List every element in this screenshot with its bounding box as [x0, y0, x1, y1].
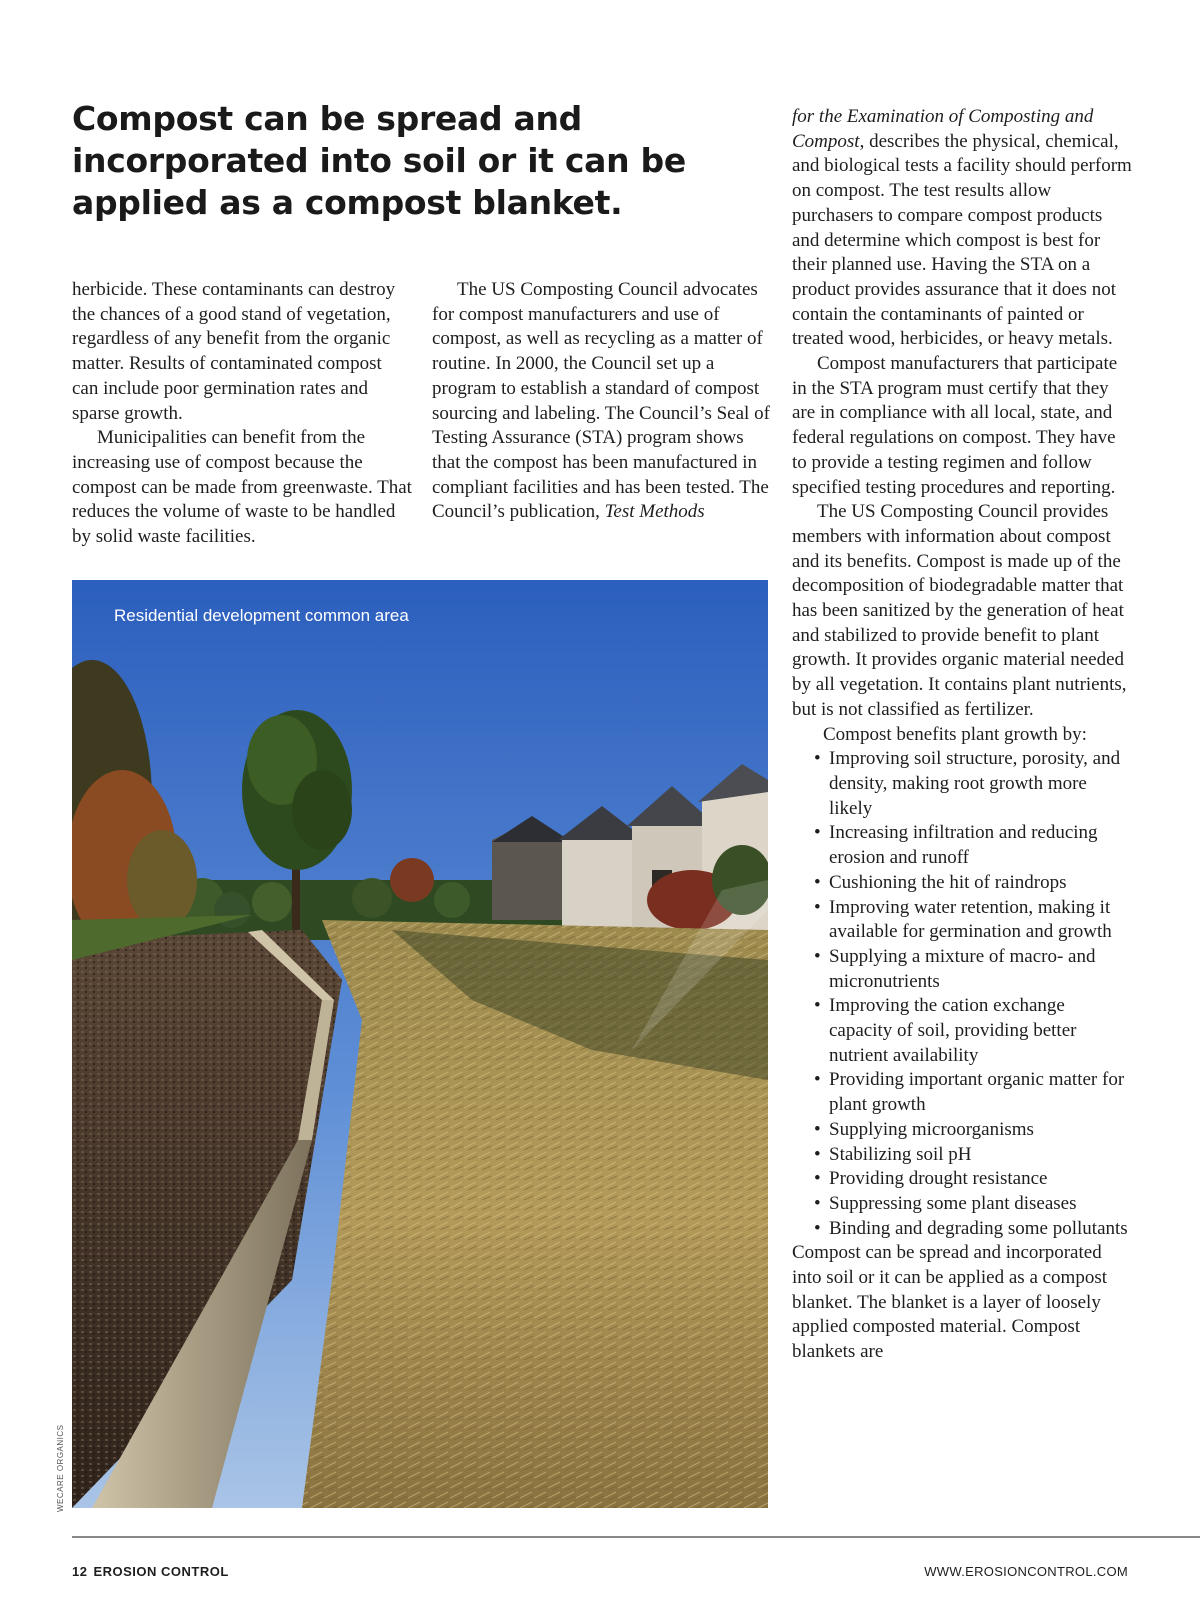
paragraph-text: The US Composting Council advocates for compost manufacturers and use of compost, as well as recycling as a matter of routine. In 2000, the Council set up a program to establish a standard of compost sourcing and labeling. The Council’s Seal of Testing Assurance (STA) program shows that the compost has been manufactured in compliant facilities and has been tested. The Council’s publication,	[432, 279, 770, 523]
list-item: • Providing drought resistance	[814, 1167, 1132, 1192]
publication-title-italic: Test Methods	[604, 501, 705, 523]
footer-folio	[72, 1564, 229, 1579]
list-item: • Improving water retention, making it available for germination and growth	[814, 896, 1132, 945]
paragraph: herbicide. These contaminants can destroy the chances of a good stand of vegetation, regardless of any benefit from the organic matter. Results of contaminated compost can include poor germination rates and sparse growth.	[72, 279, 396, 424]
list-item: • Cushioning the hit of raindrops	[814, 871, 1132, 896]
paragraph: The US Composting Council provides members with information about compost and its benefits. Compost is made up of the decomposition of biodegradable matter that has been sanitized by the generation of heat and stabilized to provide benefit to plant growth. It provides organic material needed by all vegetation. It contains plant nutrients, but is not classified as fertilizer.	[792, 501, 1127, 720]
magazine-name: EROSION CONTROL	[93, 1564, 229, 1579]
publication-title-italic: for the Examination of Composting and Compost	[792, 106, 1094, 152]
pull-quote: Compost can be spread and incorporated into soil or it can be applied as a compost blanket.	[72, 99, 686, 222]
footer-divider	[72, 1536, 1200, 1538]
paragraph: Municipalities can benefit from the increasing use of compost because the compost can be made from greenwaste. That reduces the volume of waste to be handled by solid waste facilities.	[72, 427, 412, 548]
list-item: • Supplying a mixture of macro- and micronutrients	[814, 945, 1132, 994]
text-column-3	[792, 105, 1132, 1365]
list-item: • Stabilizing soil pH	[814, 1143, 1132, 1168]
page-number: 12	[72, 1564, 88, 1579]
paragraph	[792, 105, 1132, 352]
text-column-2	[432, 278, 772, 525]
paragraph	[432, 278, 772, 525]
list-item: • Binding and degrading some pollutants	[814, 1217, 1132, 1242]
footer-url[interactable]: WWW.EROSIONCONTROL.COM	[924, 1564, 1128, 1579]
paragraph-text: , describes the physical, chemical, and biological tests a facility should perform on compost. The test results allow purchasers to compare compost products and determine which compost is best for their planned use. Having the STA on a product provides assurance that it does not contain the contaminants of painted or treated wood, herbicides, or heavy metals.	[792, 130, 1132, 350]
paragraph: Compost can be spread and incorporated into soil or it can be applied as a compost blanket. The blanket is a layer of loosely applied composted material. Compost blankets are	[792, 1242, 1108, 1363]
list-item: • Suppressing some plant diseases	[814, 1192, 1132, 1217]
list-item: • Supplying microorganisms	[814, 1118, 1132, 1143]
photo-illustration	[72, 580, 768, 1508]
list-item: • Improving the cation exchange capacity of soil, providing better nutrient availability	[814, 994, 1132, 1068]
list-intro: Compost benefits plant growth by:	[823, 723, 1087, 745]
photo-caption: Residential development common area	[114, 606, 409, 625]
compost-blanket-photo	[72, 580, 768, 1508]
photo-credit: WECARE ORGANICS	[56, 1424, 65, 1512]
benefits-list	[792, 747, 1132, 1241]
list-item: • Providing important organic matter for plant growth	[814, 1068, 1132, 1117]
paragraph: Compost manufacturers that participate in the STA program must certify that they are in compliance with all local, state, and federal regulations on compost. They have to provide a testing regimen and follow specified testing procedures and reporting.	[792, 353, 1118, 498]
list-item: • Improving soil structure, porosity, and density, making root growth more likely	[814, 747, 1132, 821]
text-column-1	[72, 278, 412, 550]
list-item: • Increasing infiltration and reducing erosion and runoff	[814, 821, 1132, 870]
